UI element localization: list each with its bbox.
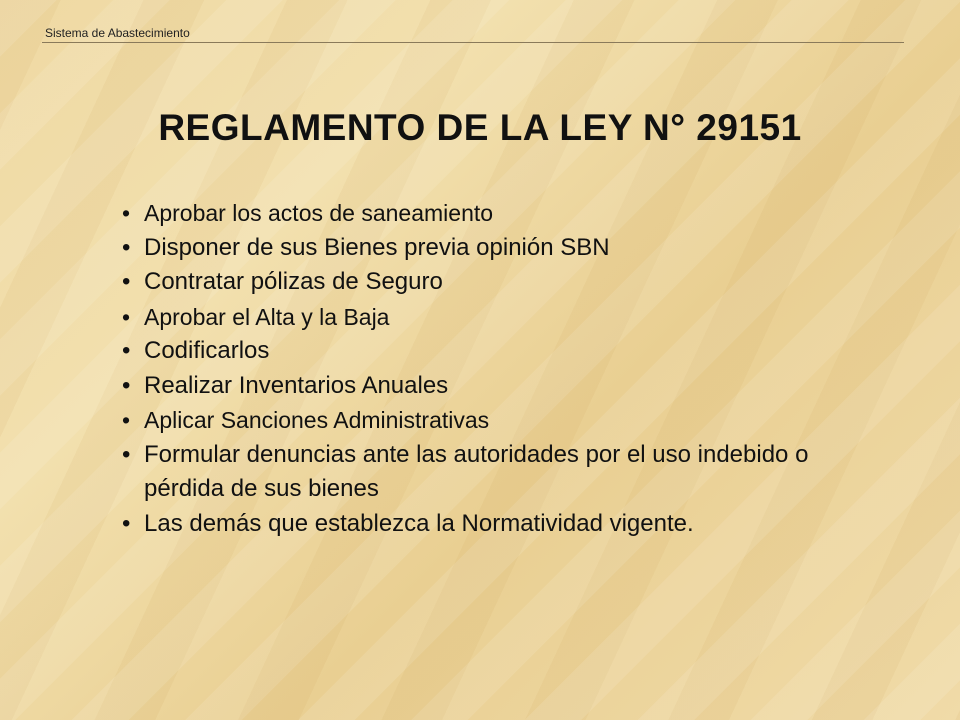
list-item-text: Aplicar Sanciones Administrativas bbox=[144, 407, 490, 433]
list-item-normatividad bbox=[122, 507, 842, 542]
bullet-icon: • bbox=[122, 303, 131, 330]
header-divider bbox=[42, 42, 904, 43]
bullet-icon: • bbox=[122, 440, 131, 468]
bullet-icon: • bbox=[122, 407, 131, 433]
bullet-icon: • bbox=[122, 337, 131, 364]
bullet-icon: • bbox=[122, 200, 131, 226]
list-item-text: Aprobar el Alta y la Baja bbox=[144, 303, 390, 330]
header-text: Sistema de Abastecimiento bbox=[45, 26, 190, 40]
list-item-codificarlos bbox=[122, 334, 842, 369]
bullet-icon: • bbox=[122, 509, 131, 537]
list-item-text: Disponer de sus Bienes previa opinión SBN bbox=[144, 233, 610, 261]
list-item-saneamiento bbox=[122, 196, 842, 231]
list-item-inventarios bbox=[122, 369, 842, 404]
list-item-text: Aprobar los actos de saneamiento bbox=[144, 200, 494, 226]
list-item-text: Las demás que establezca la Normatividad vigente. bbox=[144, 509, 694, 537]
list-item-polizas bbox=[122, 265, 842, 300]
bullet-icon: • bbox=[122, 371, 131, 399]
bullet-icon: • bbox=[122, 233, 131, 261]
list-item-disponer-bienes bbox=[122, 231, 842, 266]
list-item-text: Contratar pólizas de Seguro bbox=[144, 268, 443, 295]
list-item-text: Formular denuncias ante las autoridades por el uso indebido o pérdida de sus bienes bbox=[144, 440, 809, 502]
list-item-denuncias bbox=[122, 438, 842, 507]
list-item-alta-baja bbox=[122, 300, 842, 335]
list-item-text: Codificarlos bbox=[144, 337, 270, 364]
list-item-text: Realizar Inventarios Anuales bbox=[144, 371, 449, 399]
bullet-list bbox=[122, 196, 842, 541]
bullet-icon: • bbox=[122, 268, 131, 295]
page-title: REGLAMENTO DE LA LEY N° 29151 bbox=[158, 107, 802, 148]
list-item-sanciones bbox=[122, 403, 842, 438]
